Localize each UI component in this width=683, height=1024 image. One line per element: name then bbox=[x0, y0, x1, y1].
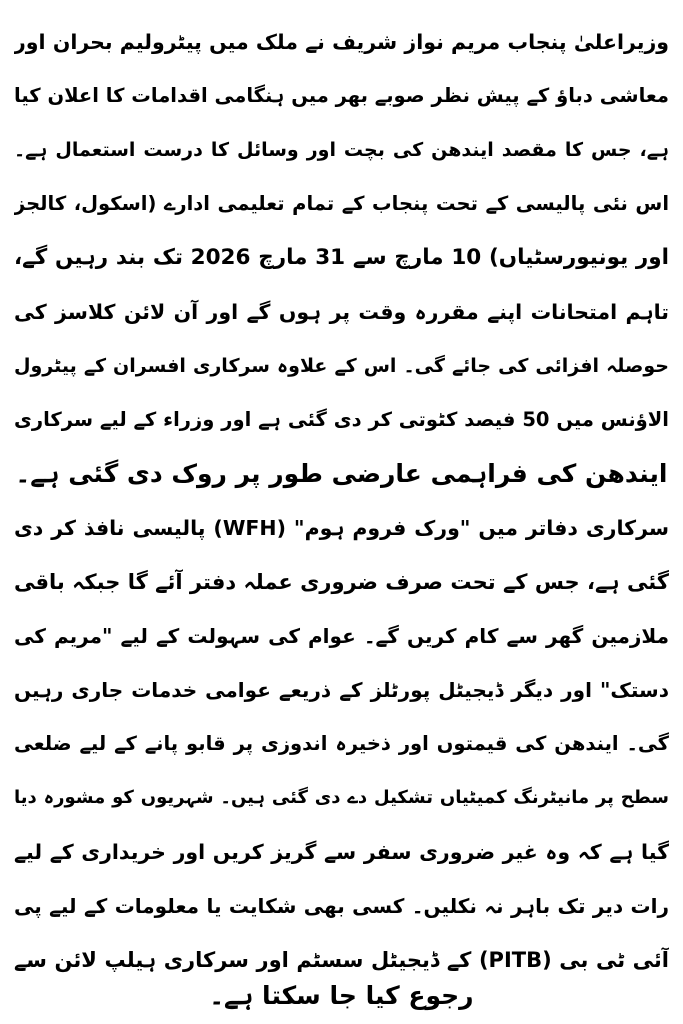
text-line-11: گئی ہے، جس کے تحت صرف ضروری عملہ دفتر آئے گا جبکہ باقی bbox=[14, 570, 669, 594]
text-line-10: سرکاری دفاتر میں "ورک فروم ہوم" (WFH) پالیسی نافذ کر دی bbox=[14, 516, 669, 540]
text-line-7: حوصلہ افزائی کی جائے گی۔ اس کے علاوہ سرکاری افسران کے پیٹرول bbox=[14, 355, 669, 377]
text-line-5: اور یونیورسٹیاں) 10 مارچ سے 31 مارچ 2026 تک بند رہیں گے، bbox=[14, 245, 669, 270]
text-line-3: ہے، جس کا مقصد ایندھن کی بچت اور وسائل کا درست استعمال ہے۔ bbox=[14, 139, 669, 161]
text-line-8: الاؤنس میں 50 فیصد کٹوتی کر دی گئی ہے اور وزراء کے لیے سرکاری bbox=[14, 408, 669, 431]
text-line-18: آئی ٹی بی (PITB) کے ڈیجیٹل سسٹم اور سرکاری ہیلپ لائن سے bbox=[14, 948, 669, 972]
text-line-19: رجوع کیا جا سکتا ہے۔ bbox=[209, 981, 474, 1010]
text-line-6: تاہم امتحانات اپنے مقررہ وقت پر ہوں گے اور آن لائن کلاسز کی bbox=[14, 300, 669, 324]
text-line-2: معاشی دباؤ کے پیش نظر صوبے بھر میں ہنگامی اقدامات کا اعلان کیا bbox=[14, 84, 669, 107]
text-line-1: وزیراعلیٰ پنجاب مریم نواز شریف نے ملک میں پیٹرولیم بحران اور bbox=[14, 30, 669, 54]
text-line-14: گی۔ ایندھن کی قیمتوں اور ذخیرہ اندوزی پر قابو پانے کے لیے ضلعی bbox=[14, 732, 669, 755]
text-line-15: سطح پر مانیٹرنگ کمیٹیاں تشکیل دے دی گئی ہیں۔ شہریوں کو مشورہ دیا bbox=[14, 787, 669, 808]
text-line-17: رات دیر تک باہر نہ نکلیں۔ کسی بھی شکایت یا معلومات کے لیے پی bbox=[14, 894, 669, 918]
text-line-12: ملازمین گھر سے کام کریں گے۔ عوام کی سہولت کے لیے "مریم کی bbox=[14, 624, 669, 648]
text-line-9: ایندھن کی فراہمی عارضی طور پر روک دی گئی ہے۔ bbox=[15, 459, 668, 488]
text-line-16: گیا ہے کہ وہ غیر ضروری سفر سے گریز کریں اور خریداری کے لیے bbox=[14, 840, 669, 864]
text-line-4: اس نئی پالیسی کے تحت پنجاب کے تمام تعلیمی ادارے (اسکول، کالجز bbox=[14, 192, 669, 215]
text-line-13: دستک" اور دیگر ڈیجیٹل پورٹلز کے ذریعے عوامی خدمات جاری رہیں bbox=[14, 678, 669, 702]
